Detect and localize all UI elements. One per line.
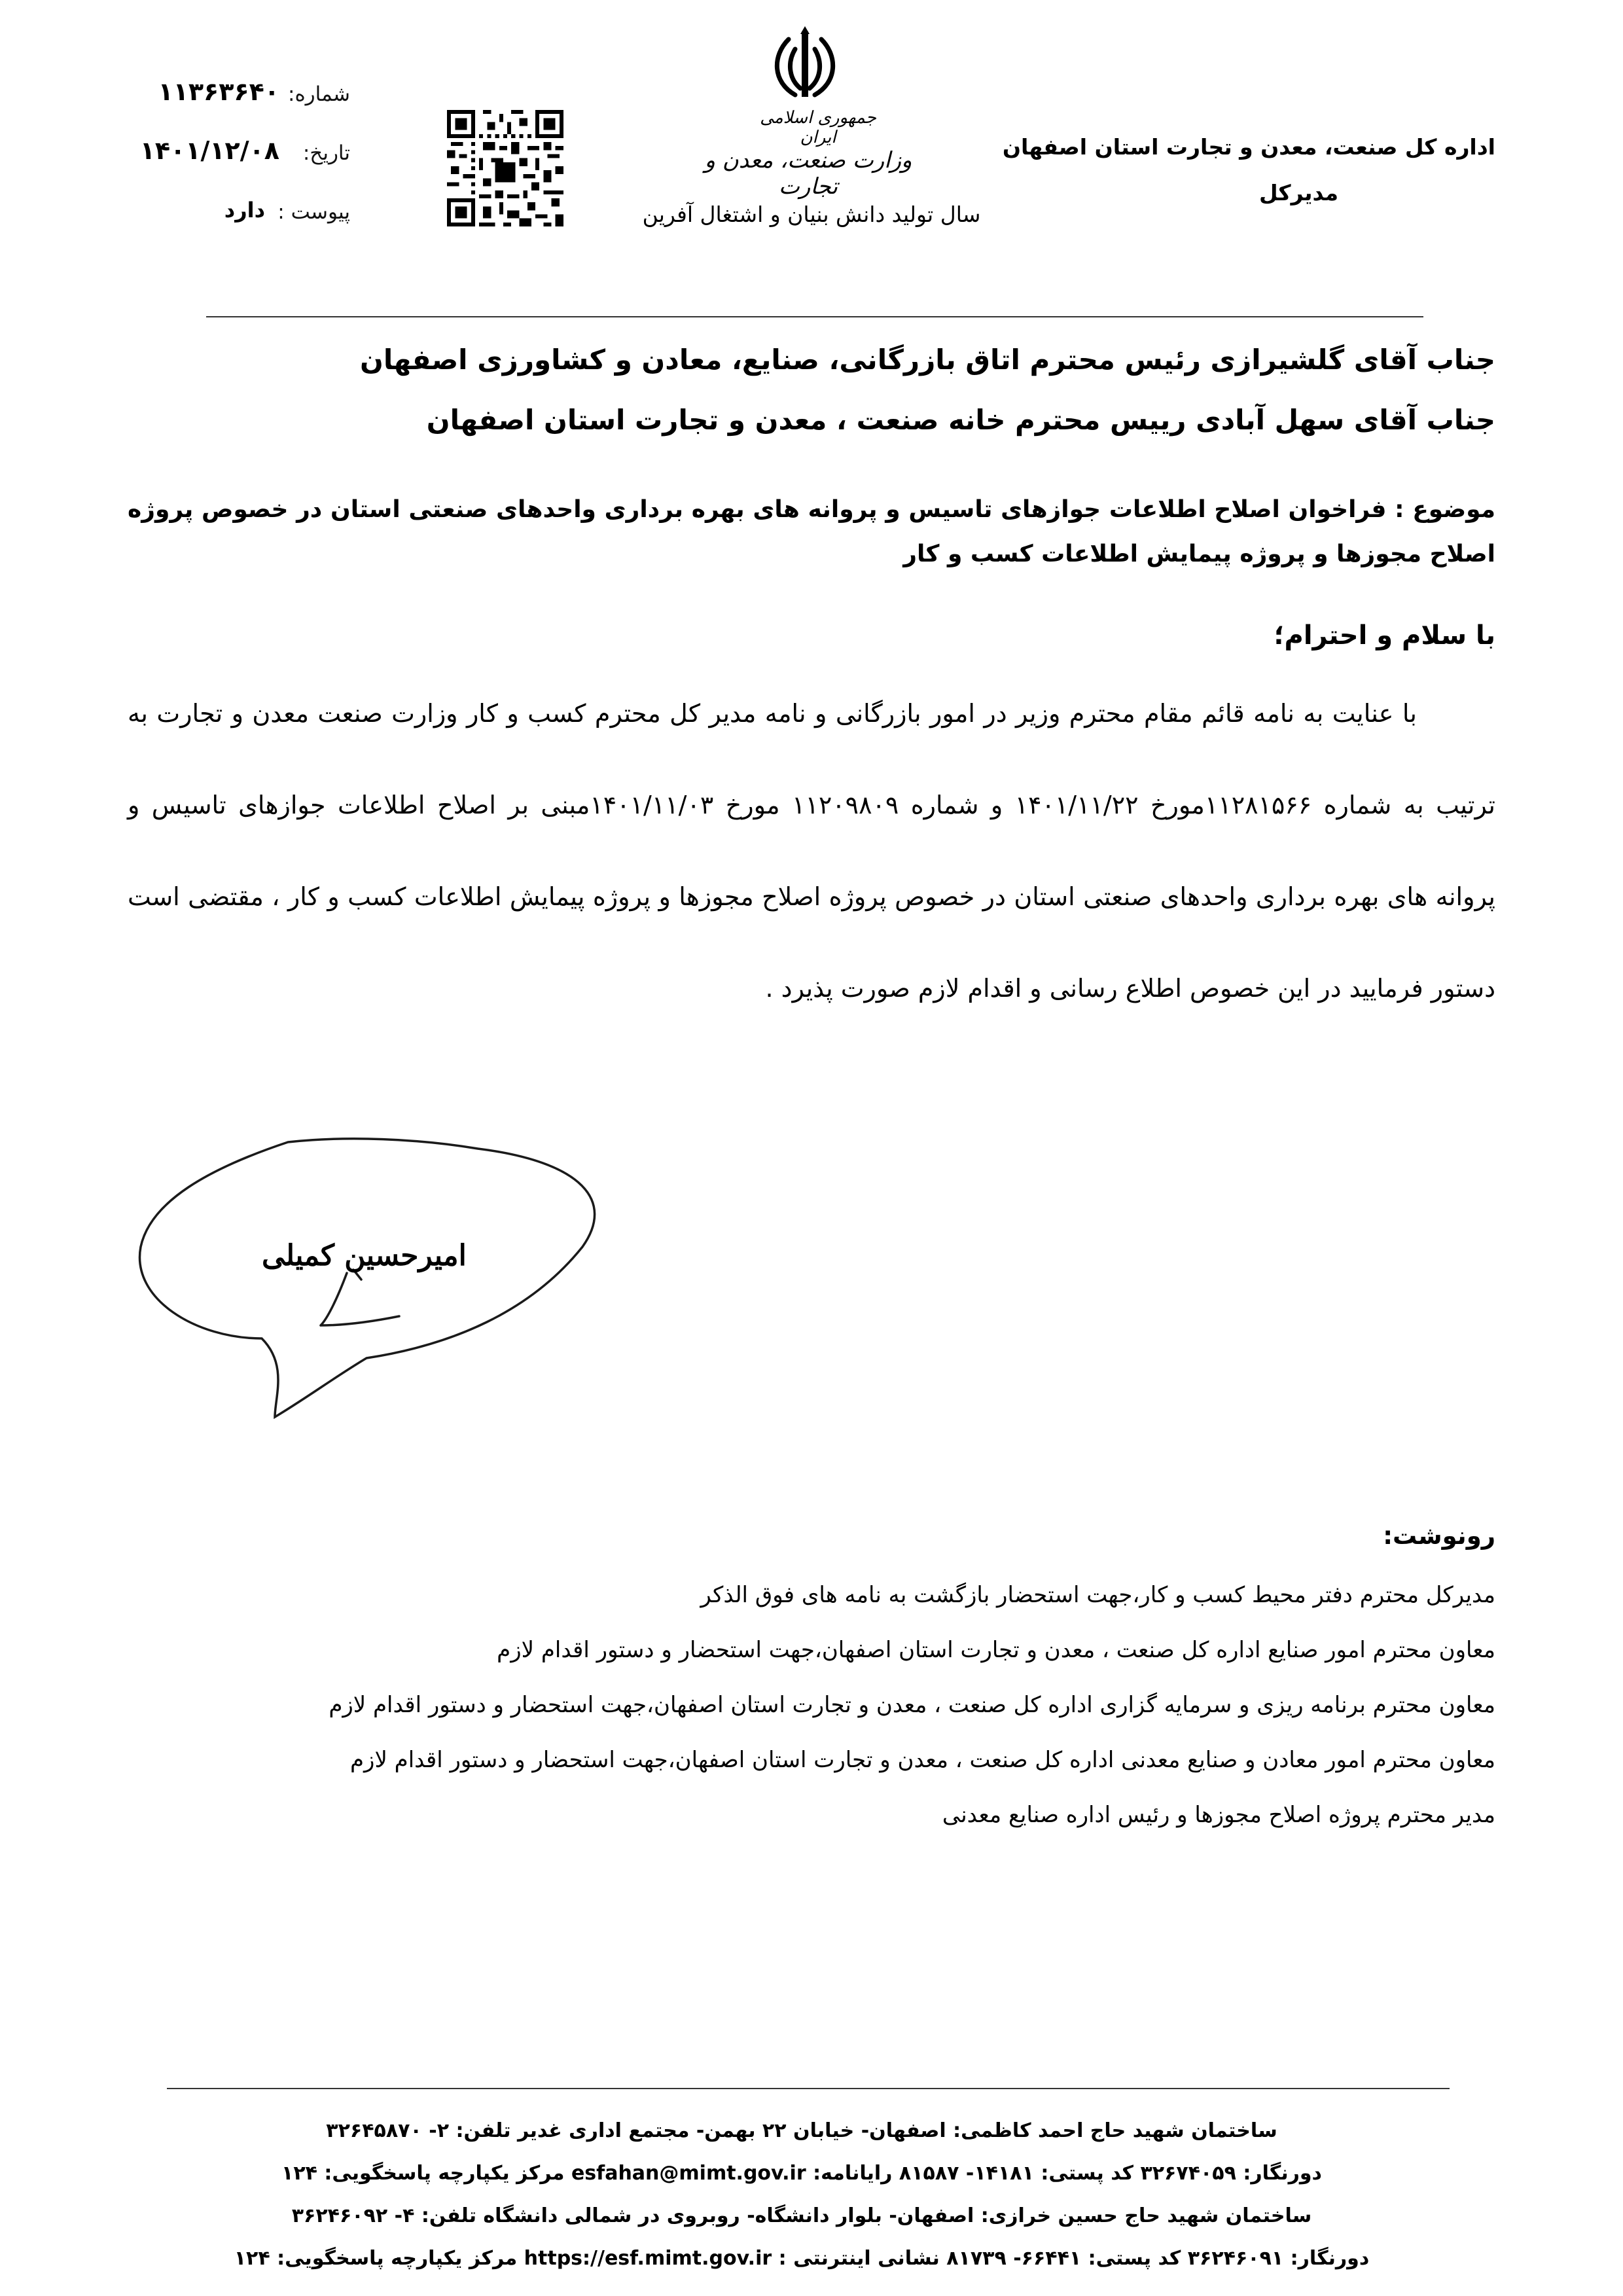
letter-attachment-value: دارد: [224, 198, 265, 223]
footer-contact-1-text: دورنگار: ۳۲۶۷۴۰۵۹ کد پستی: ۱۴۱۸۱- ۸۱۵۸۷ رایانامه:: [813, 2162, 1322, 2185]
footer-address-1: ساختمان شهید حاج احمد کاظمی: اصفهان- خیابان ۲۲ بهمن- مجتمع اداری غدیر تلفن: ۲- ۳۲۶۴۵۸۷۰: [326, 2119, 1277, 2142]
footer-contact-1: [92, 2162, 1512, 2185]
footer-contact-2: [92, 2247, 1512, 2270]
cc-item: معاون محترم امور صنایع اداره کل صنعت ، معدن و تجارت استان اصفهان،جهت استحضار و دستور اقدام لازم: [497, 1637, 1495, 1663]
header-divider: [206, 316, 1423, 317]
cc-item: معاون محترم برنامه ریزی و سرمایه گزاری اداره کل صنعت ، معدن و تجارت استان اصفهان،جهت استحضار و دستور اقدام لازم: [329, 1692, 1495, 1718]
cc-title: رونوشت:: [1383, 1522, 1495, 1550]
cc-item: مدیر محترم پروژه اصلاح مجوزها و رئیس اداره صنایع معدنی: [942, 1802, 1495, 1828]
handwritten-signature: [111, 1129, 635, 1437]
iran-emblem-icon: [769, 26, 841, 105]
letter-number-value: ۱۱۳۶۳۶۴۰: [158, 77, 279, 106]
year-slogan: سال تولید دانش بنیان و اشتغال آفرین: [642, 202, 981, 227]
cc-item: معاون محترم امور معادن و صنایع معدنی اداره کل صنعت ، معدن و تجارت استان اصفهان،جهت استحضار و دستور اقدام لازم: [349, 1747, 1495, 1773]
logo-republic-text: جمهوری اسلامی ایران: [760, 108, 876, 147]
logo-ministry-text: وزارت صنعت، معدن و تجارت: [704, 147, 912, 200]
footer-contact-1-tail: مرکز یکپارچه پاسخگویی: ۱۲۴: [281, 2162, 565, 2185]
footer-website-link[interactable]: https://esf.mimt.gov.ir: [524, 2247, 772, 2270]
letter-subject: موضوع : فراخوان اصلاح اطلاعات جوازهای تاسیس و پروانه های بهره برداری واحدهای صنعتی استان در خصوص پروژه اصلاح مجوزها و پروژه پیمایش اطلاعات کسب و کار: [128, 496, 1495, 567]
letter-greeting: با سلام و احترام؛: [1274, 620, 1495, 651]
addressee-line-2: جناب آقای سهل آبادی رییس محترم خانه صنعت ، معدن و تجارت استان اصفهان: [426, 404, 1495, 436]
organization-subtitle: مدیرکل: [1258, 180, 1338, 206]
footer-contact-2-text: دورنگار: ۳۶۲۴۶۰۹۱ کد پستی: ۶۶۴۴۱- ۸۱۷۳۹ نشانی اینترنتی :: [778, 2247, 1370, 2270]
cc-item: مدیرکل محترم دفتر محیط کسب و کار،جهت استحضار بازگشت به نامه های فوق الذکر: [700, 1582, 1495, 1608]
footer-address-2: ساختمان شهید حاج حسین خرازی: اصفهان- بلوار دانشگاه- روبروی در شمالی دانشگاه تلفن: ۴- ۳۶۲۴۶۰۹۲: [291, 2204, 1312, 2227]
letter-attachment-label: پیوست :: [277, 200, 350, 224]
signatory-name: امیرحسین کمیلی: [262, 1239, 467, 1272]
qr-code-icon: [447, 110, 563, 226]
letter-date-value: ۱۴۰۱/۱۲/۰۸: [139, 136, 279, 165]
footer-contact-2-tail: مرکز یکپارچه پاسخگویی: ۱۲۴: [234, 2247, 518, 2270]
letter-number-label: شماره:: [288, 82, 350, 106]
footer-divider: [167, 2088, 1450, 2089]
addressee-line-1: جناب آقای گلشیرازی رئیس محترم اتاق بازرگانی، صنایع، معادن و کشاورزی اصفهان: [360, 344, 1495, 376]
cc-list: [121, 1568, 1495, 1842]
letter-date: [141, 136, 350, 175]
letter-number: [141, 77, 350, 117]
footer-email-link[interactable]: esfahan@mimt.gov.ir: [571, 2162, 806, 2185]
letter-date-label: تاریخ:: [302, 141, 350, 165]
letter-body: با عنایت به نامه قائم مقام محترم وزیر در امور بازرگانی و نامه مدیر کل محترم کسب و کار وزارت صنعت معدن و تجارت به ترتیب به شماره ۱۱۲۸۱۵۶۶مورخ ۱۴۰۱/۱۱/۲۲ و شماره ۱۱۲۰۹۸۰۹ مورخ ۱۴۰۱/۱۱/۰۳مبنی بر اصلاح اطلاعات جوازهای تاسیس و پروانه های بهره برداری واحدهای صنعتی استان در خصوص پروژه اصلاح مجوزها و پروژه پیمایش اطلاعات کسب و کار ، مقتضی است دستور فرمایید در این خصوص اطلاع رسانی و اقدام لازم صورت پذیرد .: [128, 699, 1495, 1003]
letter-attachment: [141, 195, 350, 234]
organization-title: اداره کل صنعت، معدن و تجارت استان اصفهان: [1002, 134, 1495, 160]
